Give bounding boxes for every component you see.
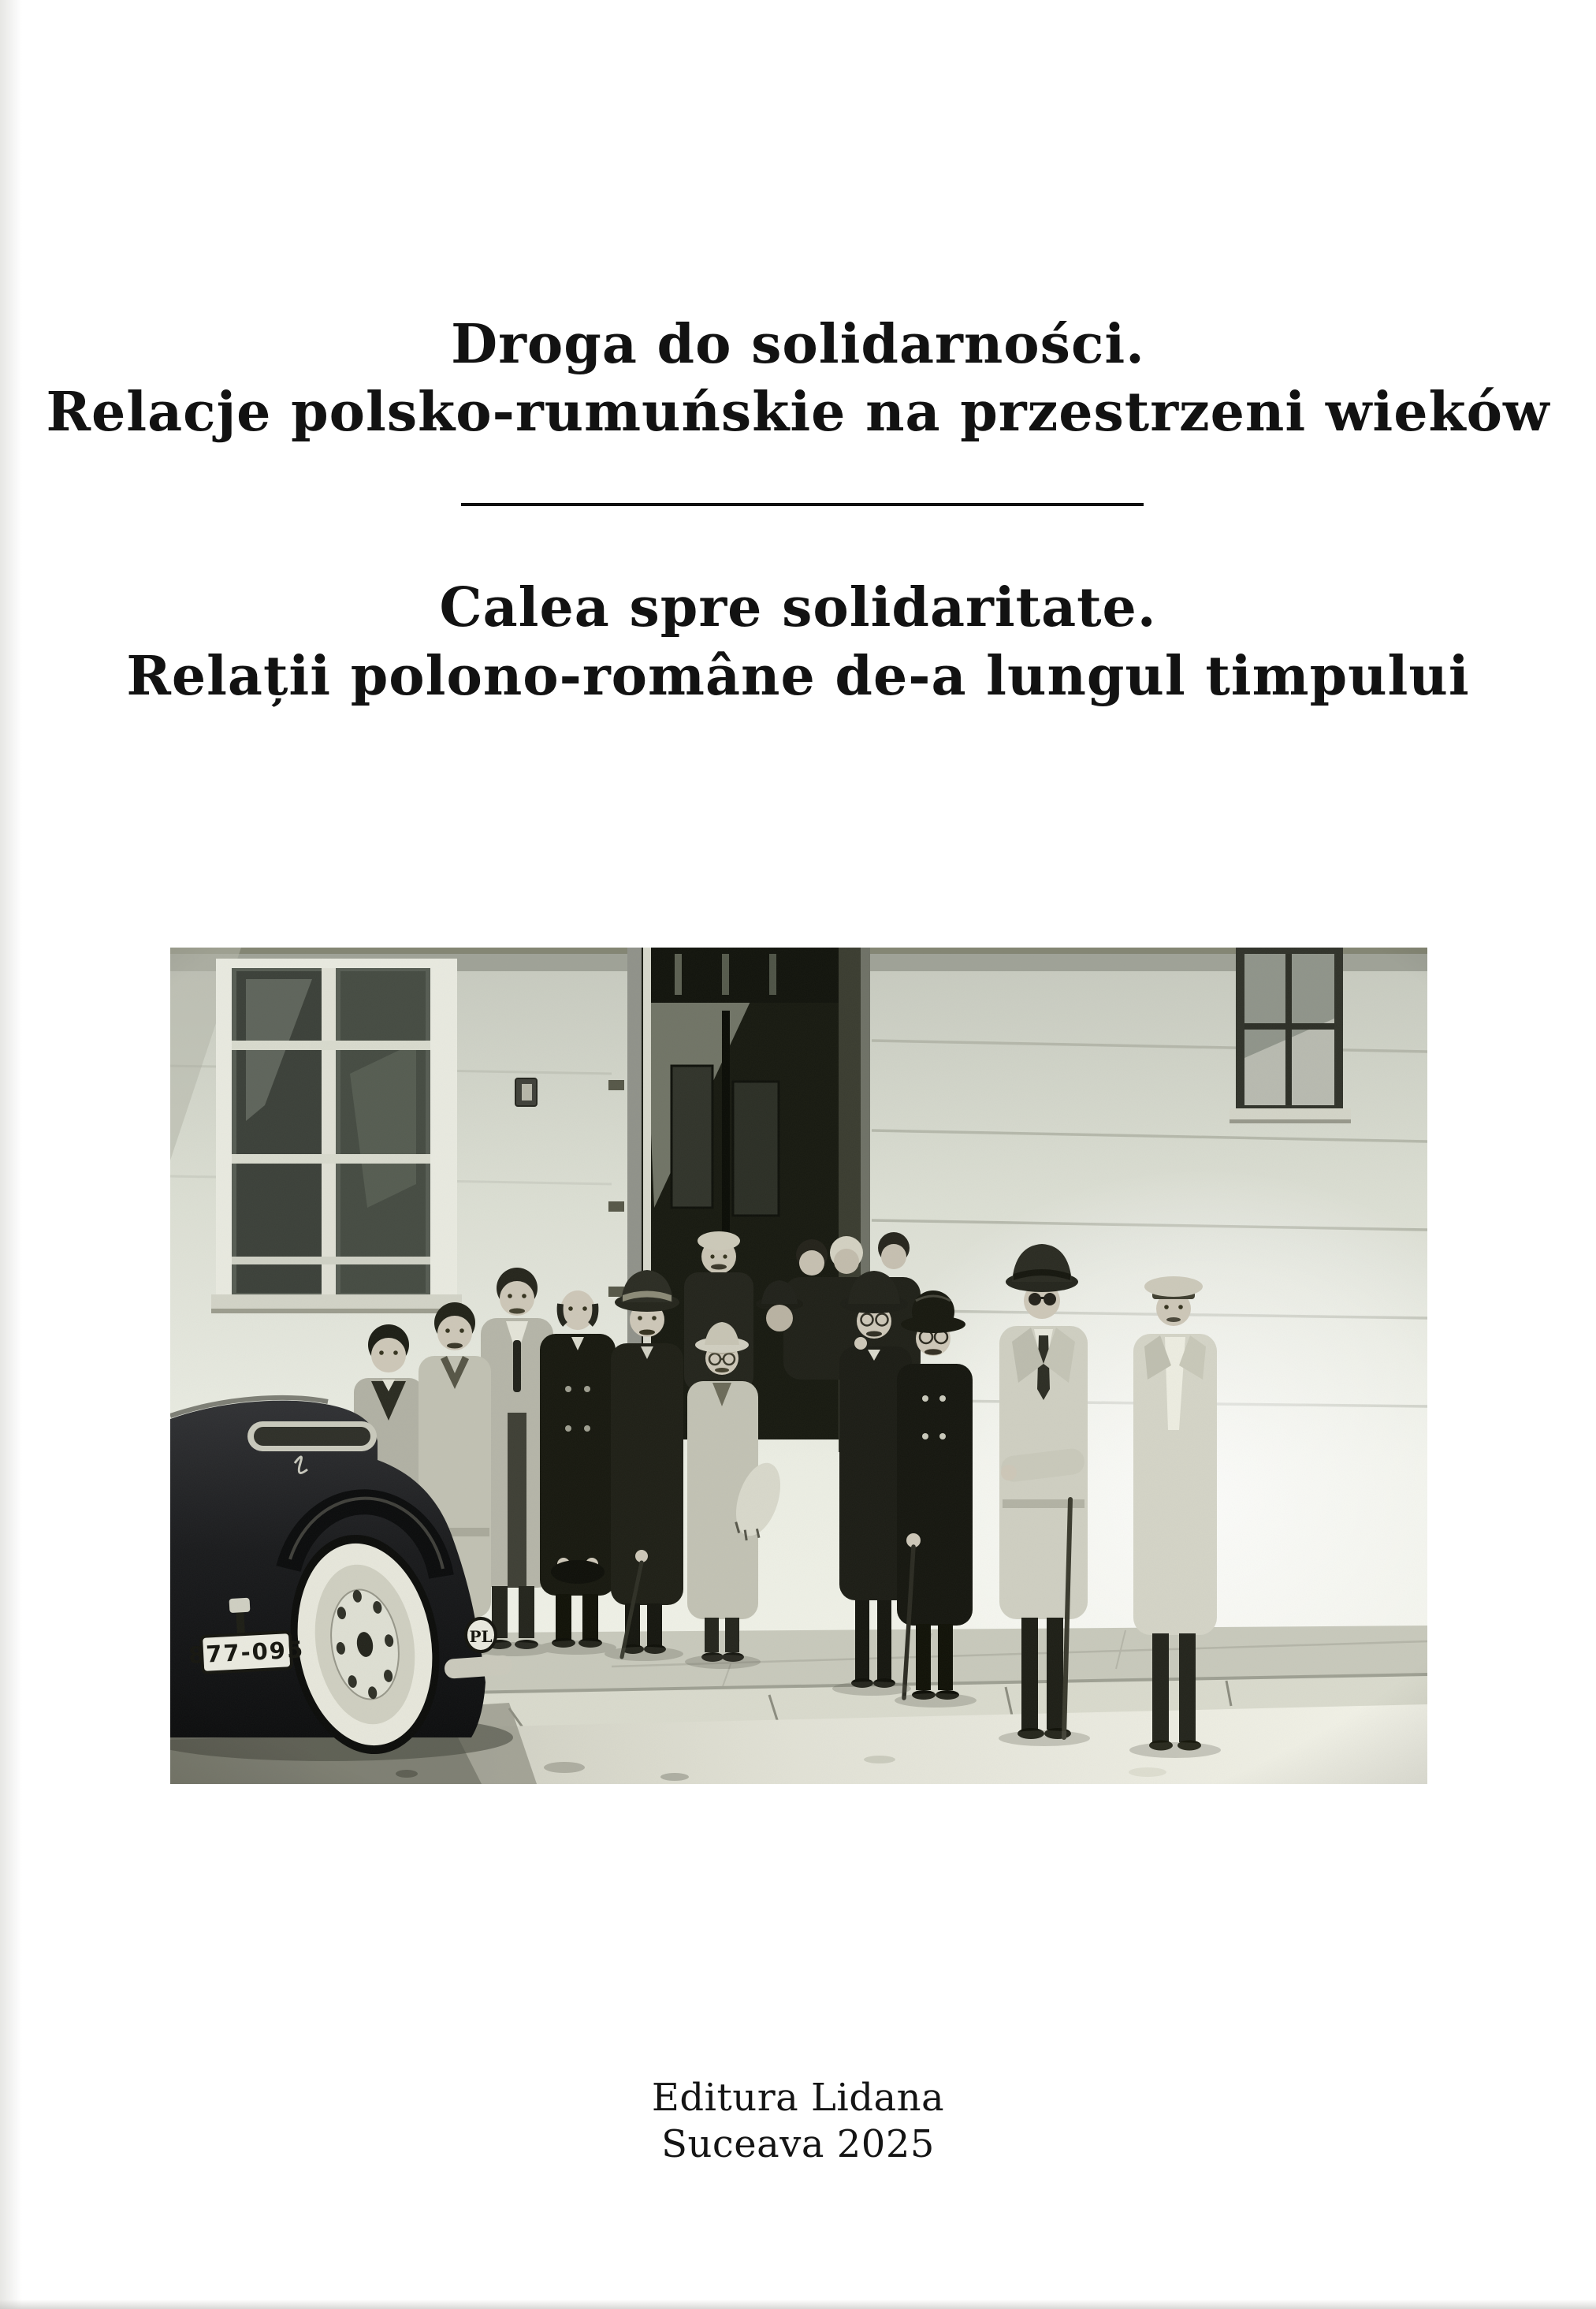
title-romanian — [0, 574, 1596, 711]
title-polish-line2: Relacje polsko-rumuńskie na przestrzeni wieków — [46, 381, 1550, 444]
title-polish — [0, 311, 1596, 446]
title-romanian-line1: Calea spre solidaritate. — [439, 576, 1157, 639]
publication-place-year: Suceava 2025 — [661, 2122, 935, 2166]
photo-vignette — [170, 948, 1427, 1784]
title-romanian-line2: Relații polono-române de-a lungul timpului — [126, 645, 1470, 708]
publisher-name: Editura Lidana — [651, 2076, 945, 2120]
title-polish-line1: Droga do solidarności. — [451, 313, 1145, 376]
cover-photograph — [170, 948, 1427, 1784]
imprint — [0, 2075, 1596, 2168]
scan-shadow-bottom — [0, 2300, 1596, 2309]
title-separator-rule — [461, 503, 1144, 506]
